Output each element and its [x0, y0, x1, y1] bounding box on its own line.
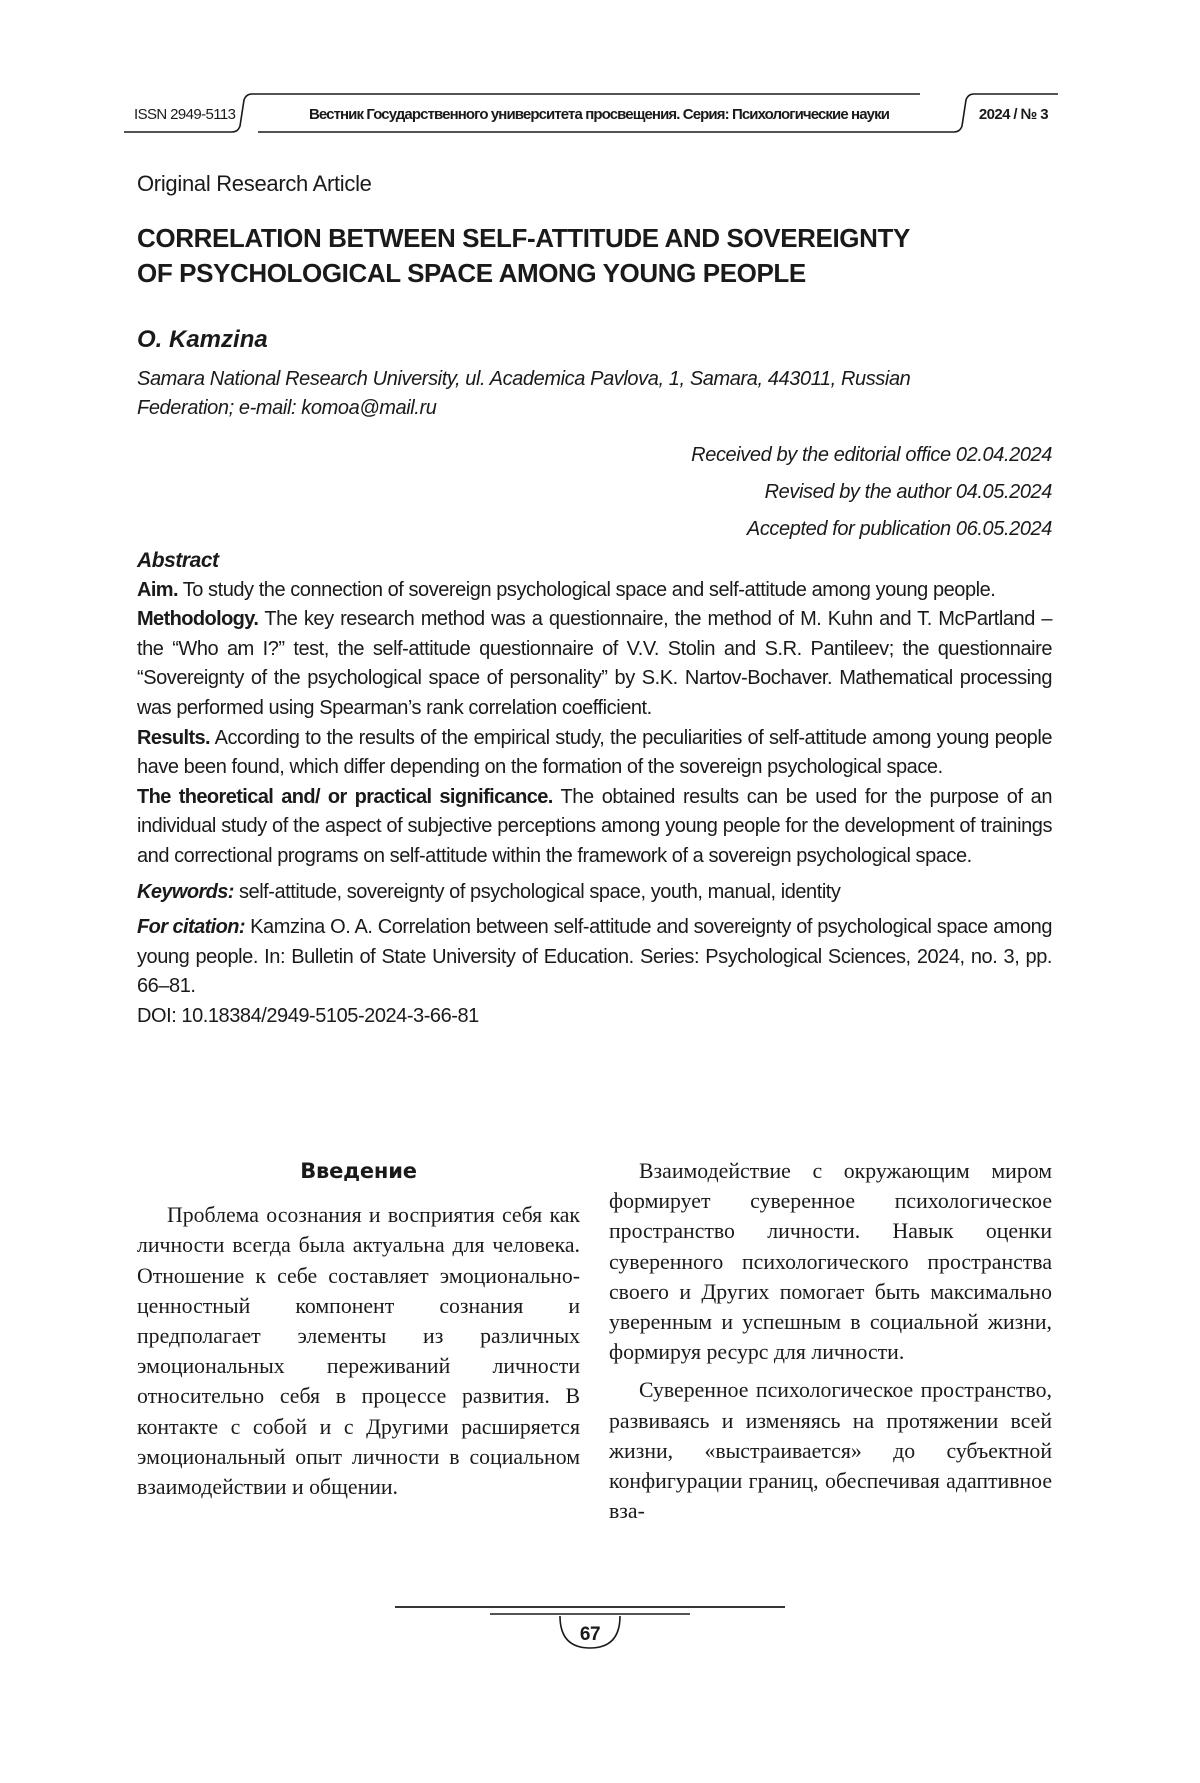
- citation-text: Kamzina O. A. Correlation between self-attitude and sovereignty of psychological space among young people. In: Bulletin of State University of Education. Series: Psychological Sciences, 2024, no. 3, pp. 66–81.: [137, 916, 1053, 998]
- body-paragraph: Взаимодействие с окружающим миром формирует суверенное психологическое пространство личности. Навык оценки суверенного психологического пространства своего и Других помогает быть максимально уверенным и успешным в социальной жизни, формируя ресурс для личности.: [609, 1159, 1052, 1365]
- affiliation-line-1: Samara National Research University, ul. Academica Pavlova, 1, Samara, 443011, Russian: [137, 368, 911, 390]
- aim-text: To study the connection of sovereign psychological space and self-attitude among young people.: [182, 578, 996, 601]
- citation: [137, 913, 1052, 1002]
- keywords: [137, 878, 1052, 908]
- doi: DOI: 10.18384/2949-5105-2024-3-66-81: [137, 1004, 479, 1027]
- publication-dates: [691, 437, 1052, 548]
- accepted-date: Accepted for publication 06.05.2024: [746, 518, 1052, 540]
- abstract-significance: [137, 783, 1052, 872]
- body-paragraph: Проблема осознания и восприятия себя как личности всегда была актуальна для человека. Отношение к себе составляет эмоционально-ценностный компонент сознания и предполагает элементы из различных эмоциональных переживаний личности относительно себя в процессе развития. В контакте с собой и с Другими расширяется эмоциональный опыт личности в социальном взаимодействии и общении.: [137, 1203, 580, 1500]
- affiliation-line-2: Federation; e-mail: komoa@mail.ru: [137, 397, 437, 419]
- keywords-label: Keywords:: [137, 880, 234, 903]
- section-heading-introduction: Введение: [300, 1159, 417, 1183]
- page-footer: [395, 1604, 785, 1660]
- issn: ISSN 2949-5113: [134, 106, 236, 123]
- aim-label: Aim.: [137, 578, 178, 601]
- citation-label: For citation:: [137, 916, 245, 939]
- results-label: Results.: [137, 726, 211, 749]
- methodology-text: The key research method was a questionnaire, the method of M. Kuhn and T. McPartland – the “Who am I?” test, the self-attitude questionnaire of V.V. Stolin and S.R. Pantileev; the questionnaire “Sovereignty of the psychological space of personality” by S.K. Nartov-Bochaver. Mathematical processing was performed using Spearman’s rank correlation coefficient.: [137, 608, 1052, 719]
- article-type: Original Research Article: [137, 171, 372, 196]
- significance-label: The theoretical and/ or practical significance.: [137, 785, 553, 808]
- journal-name: Вестник Государственного университета просвещения. Серия: Психологические науки: [308, 106, 890, 123]
- abstract-heading: Abstract: [137, 549, 219, 572]
- significance-text: The obtained results can be used for the purpose of an individual study of the aspect of subjective perceptions among young people for the development of trainings and correctional programs on self-attitude within the framework of a sovereign psychological space.: [137, 785, 1052, 867]
- results-text: According to the results of the empirical study, the peculiarities of self-attitude among young people have been found, which differ depending on the formation of the sovereign psychological space.: [137, 726, 1052, 779]
- keywords-text: self-attitude, sovereignty of psychological space, youth, manual, identity: [238, 880, 841, 903]
- issue-number: 2024 / № 3: [978, 106, 1048, 123]
- body-column-right: [609, 1156, 1052, 1534]
- affiliation: [137, 365, 1052, 423]
- article-title: [137, 221, 1037, 291]
- title-line-2: OF PSYCHOLOGICAL SPACE AMONG YOUNG PEOPLE: [137, 258, 806, 288]
- running-head: [124, 86, 1058, 146]
- revised-date: Revised by the author 04.05.2024: [764, 481, 1052, 503]
- abstract-results: [137, 724, 1052, 783]
- body-column-left: [137, 1156, 580, 1510]
- page-number: 67: [579, 1624, 601, 1645]
- methodology-label: Methodology.: [137, 608, 259, 631]
- title-line-1: CORRELATION BETWEEN SELF-ATTITUDE AND SOVEREIGNTY: [137, 223, 910, 253]
- abstract: [137, 546, 1052, 1032]
- body-paragraph: Суверенное психологическое пространство, развиваясь и изменяясь на протяжении всей жизни, «выстраивается» до субъектной конфигурации границ, обеспечивая адаптивное вза-: [609, 1378, 1052, 1524]
- abstract-methodology: [137, 605, 1052, 723]
- author-name: O. Kamzina: [137, 326, 268, 353]
- abstract-aim: [137, 576, 1052, 606]
- received-date: Received by the editorial office 02.04.2024: [691, 444, 1052, 466]
